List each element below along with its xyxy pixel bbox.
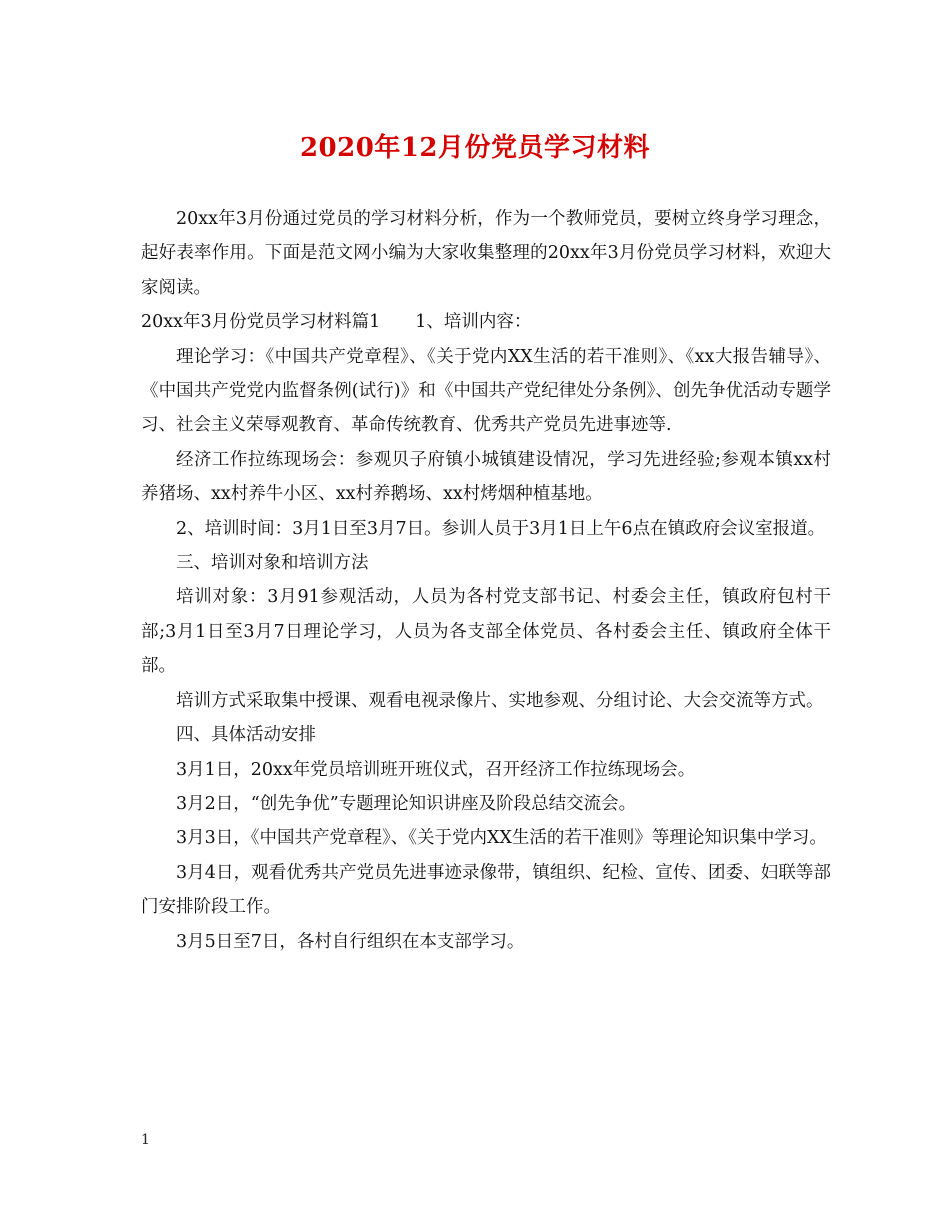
page-number: 1: [141, 1132, 150, 1148]
paragraph-training-time: 2、培训时间：3月1日至3月7日。参训人员于3月1日上午6点在镇政府会议室报道。: [176, 518, 826, 539]
paragraph-section-heading: 20xx年3月份党员学习材料篇1 1、培训内容：: [141, 312, 532, 333]
paragraph-day-2: 3月2日，“创先争优”专题理论知识讲座及阶段总结交流会。: [176, 793, 637, 814]
paragraph-economic-meeting: 经济工作拉练现场会：参观贝子府镇小城镇建设情况，学习先进经验;参观本镇xx村养猪场、xx村养牛小区、xx村养鹅场、xx村烤烟种植基地。: [141, 449, 831, 505]
paragraph-intro: 20xx年3月份通过党员的学习材料分析，作为一个教师党员，要树立终身学习理念，起好表率作用。下面是范文网小编为大家收集整理的20xx年3月份党员学习材料，欢迎大家阅读。: [141, 209, 831, 298]
paragraph-training-targets: 培训对象：3月91参观活动，人员为各村党支部书记、村委会主任，镇政府包村干部;3月1日至3月7日理论学习，人员为各支部全体党员、各村委会主任、镇政府全体干部。: [141, 587, 831, 677]
paragraph-day-5-7: 3月5日至7日，各村自行组织在本支部学习。: [176, 931, 525, 952]
page-title: 2020年12月份党员学习材料: [299, 133, 651, 163]
paragraph-heading-4: 四、具体活动安排: [176, 725, 316, 746]
paragraph-day-1: 3月1日，20xx年党员培训班开班仪式，召开经济工作拉练现场会。: [176, 759, 696, 780]
paragraph-day-3: 3月3日，《中国共产党章程》、《关于党内XX生活的若干准则》等理论知识集中学习。: [176, 828, 827, 849]
paragraph-theory-study: 理论学习：《中国共产党章程》、《关于党内XX生活的若干准则》、《xx大报告辅导》、《中国共产党党内监督条例(试行)》和《中国共产党纪律处分条例》、创先争优活动专题学习、社会主义荣辱观教育、革命传统教育、优秀共产党员先进事迹等.: [141, 346, 831, 436]
document-body: [141, 202, 831, 959]
paragraph-training-methods: 培训方式采取集中授课、观看电视录像片、实地参观、分组讨论、大会交流等方式。: [176, 690, 824, 711]
paragraph-day-4: 3月4日，观看优秀共产党员先进事迹录像带，镇组织、纪检、宣传、团委、妇联等部门安排阶段工作。: [141, 862, 831, 918]
paragraph-heading-3: 三、培训对象和培训方法: [176, 553, 369, 574]
